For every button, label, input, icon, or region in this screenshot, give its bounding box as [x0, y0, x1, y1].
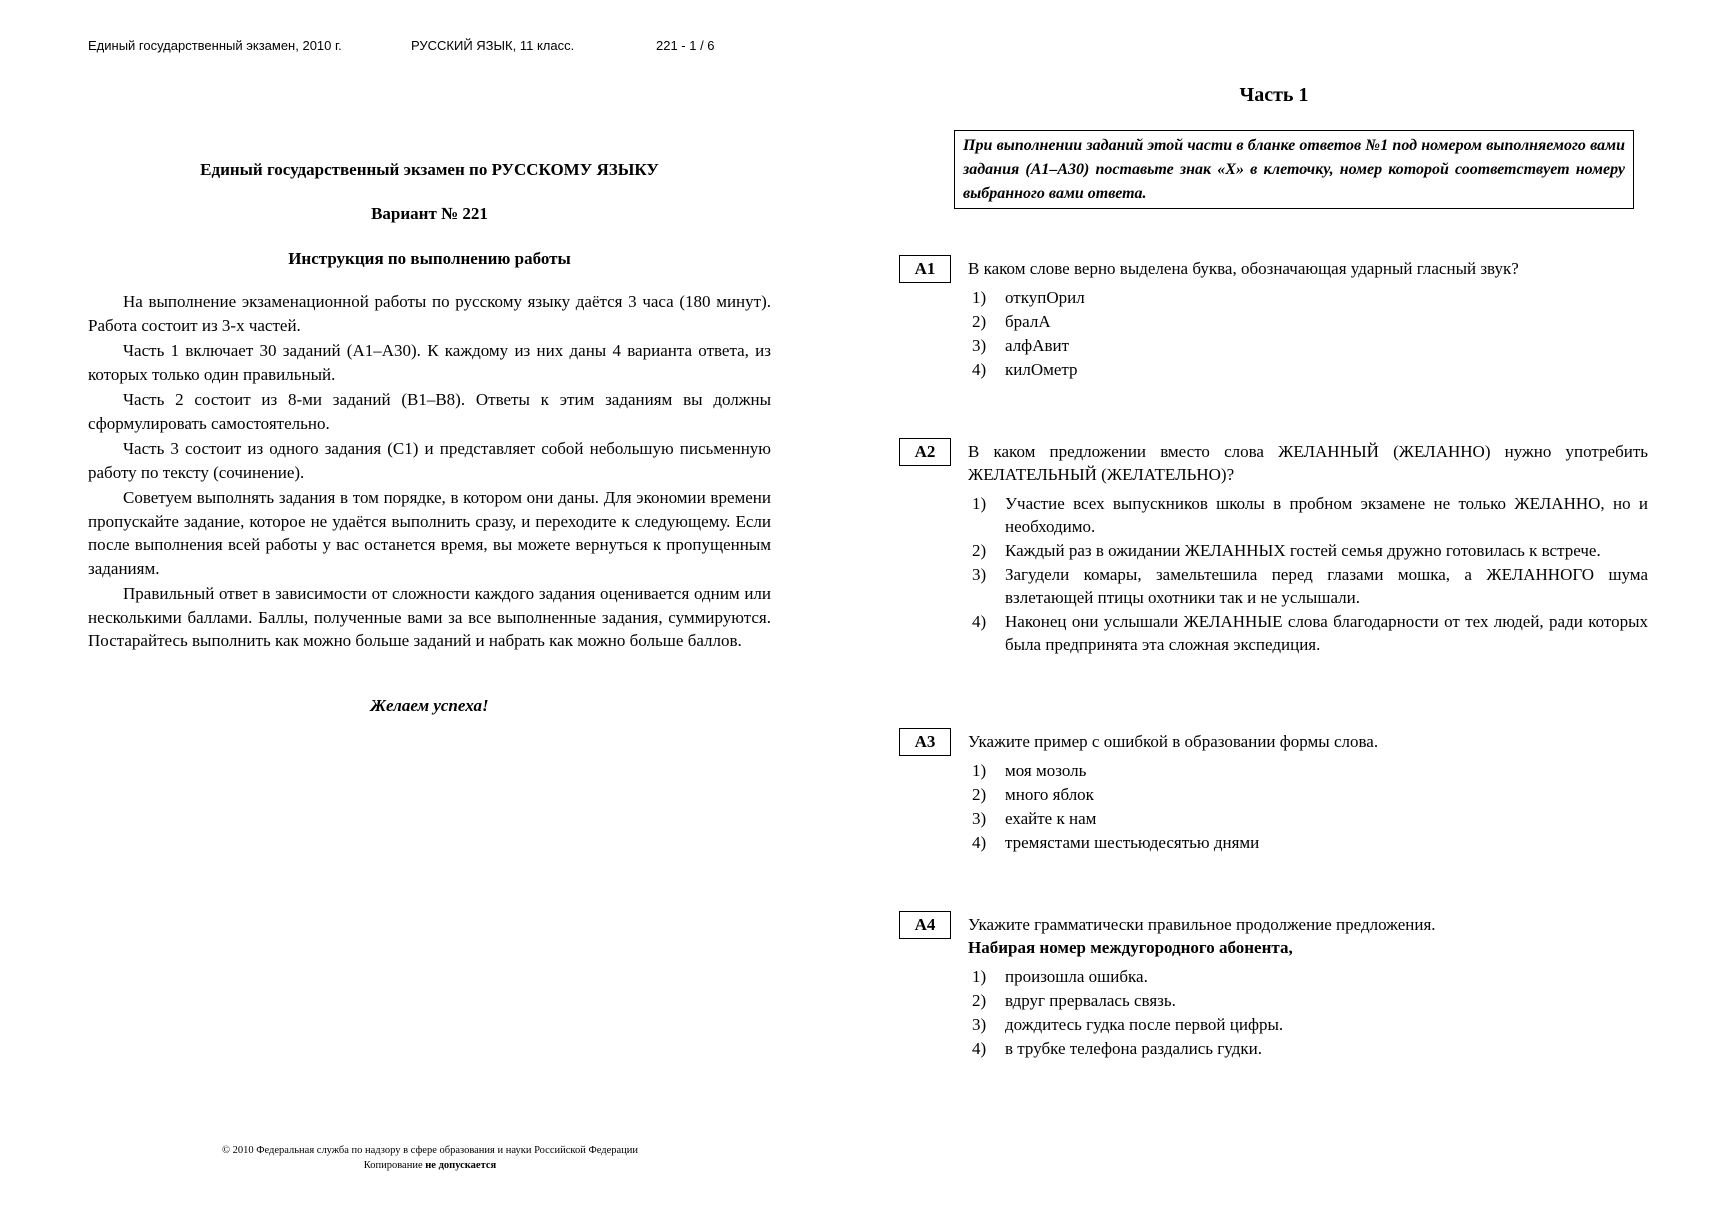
option-text: много яблок [1005, 785, 1094, 804]
option-number: 1) [972, 967, 987, 986]
answer-option[interactable] [972, 807, 1648, 830]
answer-option[interactable] [972, 610, 1648, 656]
option-text: Каждый раз в ожидании ЖЕЛАННЫХ гостей семья дружно готовилась к встрече. [1005, 541, 1601, 560]
option-number: 1) [972, 761, 987, 780]
option-text: килОметр [1005, 360, 1078, 379]
header-page-number: 221 - 1 / 6 [656, 38, 715, 53]
option-number: 4) [972, 612, 987, 631]
option-text: вдруг прервалась связь. [1005, 991, 1176, 1010]
option-text: произошла ошибка. [1005, 967, 1148, 986]
instruction-paragraph: Часть 1 включает 30 заданий (А1–А30). К каждому из них даны 4 варианта ответа, из которых только один правильный. [88, 341, 771, 384]
instructions-text [88, 290, 771, 655]
option-text: алфАвит [1005, 336, 1070, 355]
task-question: В каком слове верно выделена буква, обозначающая ударный гласный звук? [968, 259, 1519, 278]
answer-options [972, 492, 1648, 657]
instructions-title: Инструкция по выполнению работы [288, 249, 571, 268]
option-number: 2) [972, 991, 987, 1010]
option-text: Загудели комары, замельтешила перед глазами мошка, а ЖЕЛАННОГО шума взлетающей птицы охотники так и не услышали. [1005, 565, 1648, 607]
option-number: 3) [972, 809, 987, 828]
option-number: 2) [972, 541, 987, 560]
task-question: Укажите пример с ошибкой в образовании формы слова. [968, 732, 1379, 751]
task-question: В каком предложении вместо слова ЖЕЛАННЫЙ (ЖЕЛАННО) нужно употребить ЖЕЛАТЕЛЬНЫЙ (ЖЕЛАТЕЛЬНО)? [968, 442, 1648, 484]
footer-copy-notice [140, 1158, 720, 1173]
answer-options [972, 965, 1648, 1061]
answer-option[interactable] [972, 759, 1648, 782]
answer-option[interactable] [972, 492, 1648, 538]
answer-option[interactable] [972, 1037, 1648, 1060]
answer-options [972, 759, 1648, 855]
task-label: A2 [899, 438, 951, 466]
option-text: откупОрил [1005, 288, 1085, 307]
answer-option[interactable] [972, 310, 1648, 333]
option-number: 1) [972, 288, 987, 307]
task-label: A3 [899, 728, 951, 756]
answer-option[interactable] [972, 965, 1648, 988]
option-number: 3) [972, 1015, 987, 1034]
footer-copy-prefix: Копирование [363, 1160, 423, 1171]
option-number: 4) [972, 833, 987, 852]
variant-title: Вариант № 221 [371, 204, 488, 223]
option-number: 4) [972, 360, 987, 379]
task-question-bold: Набирая номер междугородного абонента, [968, 938, 1293, 957]
answer-options [972, 286, 1648, 382]
option-number: 3) [972, 336, 987, 355]
instruction-paragraph: Часть 2 состоит из 8-ми заданий (В1–В8). Ответы к этим заданиям вы должны сформулировать самостоятельно. [88, 390, 771, 433]
option-number: 2) [972, 785, 987, 804]
option-number: 3) [972, 565, 987, 584]
instruction-paragraph: Часть 3 состоит из одного задания (С1) и представляет собой небольшую письменную работу по тексту (сочинение). [88, 439, 771, 482]
answer-option[interactable] [972, 563, 1648, 609]
good-luck-text: Желаем успеха! [370, 696, 489, 715]
option-number: 1) [972, 494, 987, 513]
exam-title: Единый государственный экзамен по РУССКОМУ ЯЗЫКУ [200, 160, 659, 179]
page-footer [140, 1143, 720, 1173]
task-question-text: Укажите грамматически правильное продолжение предложения. [968, 915, 1436, 934]
instruction-paragraph: Правильный ответ в зависимости от сложности каждого задания оценивается одним или несколькими баллами. Баллы, полученные вами за все выполненные задания, суммируются. Постарайтесь выполнить как можно больше заданий и набрать как можно больше баллов. [88, 584, 771, 650]
option-text: в трубке телефона раздались гудки. [1005, 1039, 1262, 1058]
option-text: бралА [1005, 312, 1051, 331]
answer-notice-box: При выполнении заданий этой части в бланке ответов №1 под номером выполняемого вами задания (А1–А30) поставьте знак «Х» в клеточку, номер которой соответствует номеру выбранного вами ответа. [954, 130, 1634, 209]
option-number: 4) [972, 1039, 987, 1058]
answer-option[interactable] [972, 286, 1648, 309]
instruction-paragraph: На выполнение экзаменационной работы по русскому языку даётся 3 часа (180 минут). Работа состоит из 3-х частей. [88, 292, 771, 335]
header-exam: Единый государственный экзамен, 2010 г. [88, 38, 342, 53]
task-question [968, 913, 1648, 959]
footer-copyright: © 2010 Федеральная служба по надзору в сфере образования и науки Российской Федерации [221, 1145, 639, 1156]
answer-option[interactable] [972, 989, 1648, 1012]
option-text: Участие всех выпускников школы в пробном экзамене не только ЖЕЛАННО, но и необходимо. [1005, 494, 1648, 536]
option-number: 2) [972, 312, 987, 331]
answer-option[interactable] [972, 831, 1648, 854]
part-title: Часть 1 [1239, 84, 1309, 106]
task-label: A4 [899, 911, 951, 939]
option-text: Наконец они услышали ЖЕЛАННЫЕ слова благодарности от тех людей, ради которых была предпринята эта сложная экспедиция. [1005, 612, 1648, 654]
answer-option[interactable] [972, 334, 1648, 357]
answer-option[interactable] [972, 358, 1648, 381]
instruction-paragraph: Советуем выполнять задания в том порядке, в котором они даны. Для экономии времени пропускайте задание, которое не удаётся выполнить сразу, и переходите к следующему. Если после выполнения всей работы у вас останется время, вы можете вернуться к пропущенным заданиям. [88, 488, 771, 578]
footer-copy-bold: не допускается [425, 1160, 497, 1171]
header-subject: РУССКИЙ ЯЗЫК, 11 класс. [411, 38, 575, 53]
option-text: моя мозоль [1005, 761, 1087, 780]
option-text: тремястами шестьюдесятью днями [1005, 833, 1260, 852]
option-text: дождитесь гудка после первой цифры. [1005, 1015, 1284, 1034]
answer-option[interactable] [972, 1013, 1648, 1036]
answer-option[interactable] [972, 783, 1648, 806]
answer-option[interactable] [972, 539, 1648, 562]
task-label: A1 [899, 255, 951, 283]
option-text: ехайте к нам [1005, 809, 1097, 828]
